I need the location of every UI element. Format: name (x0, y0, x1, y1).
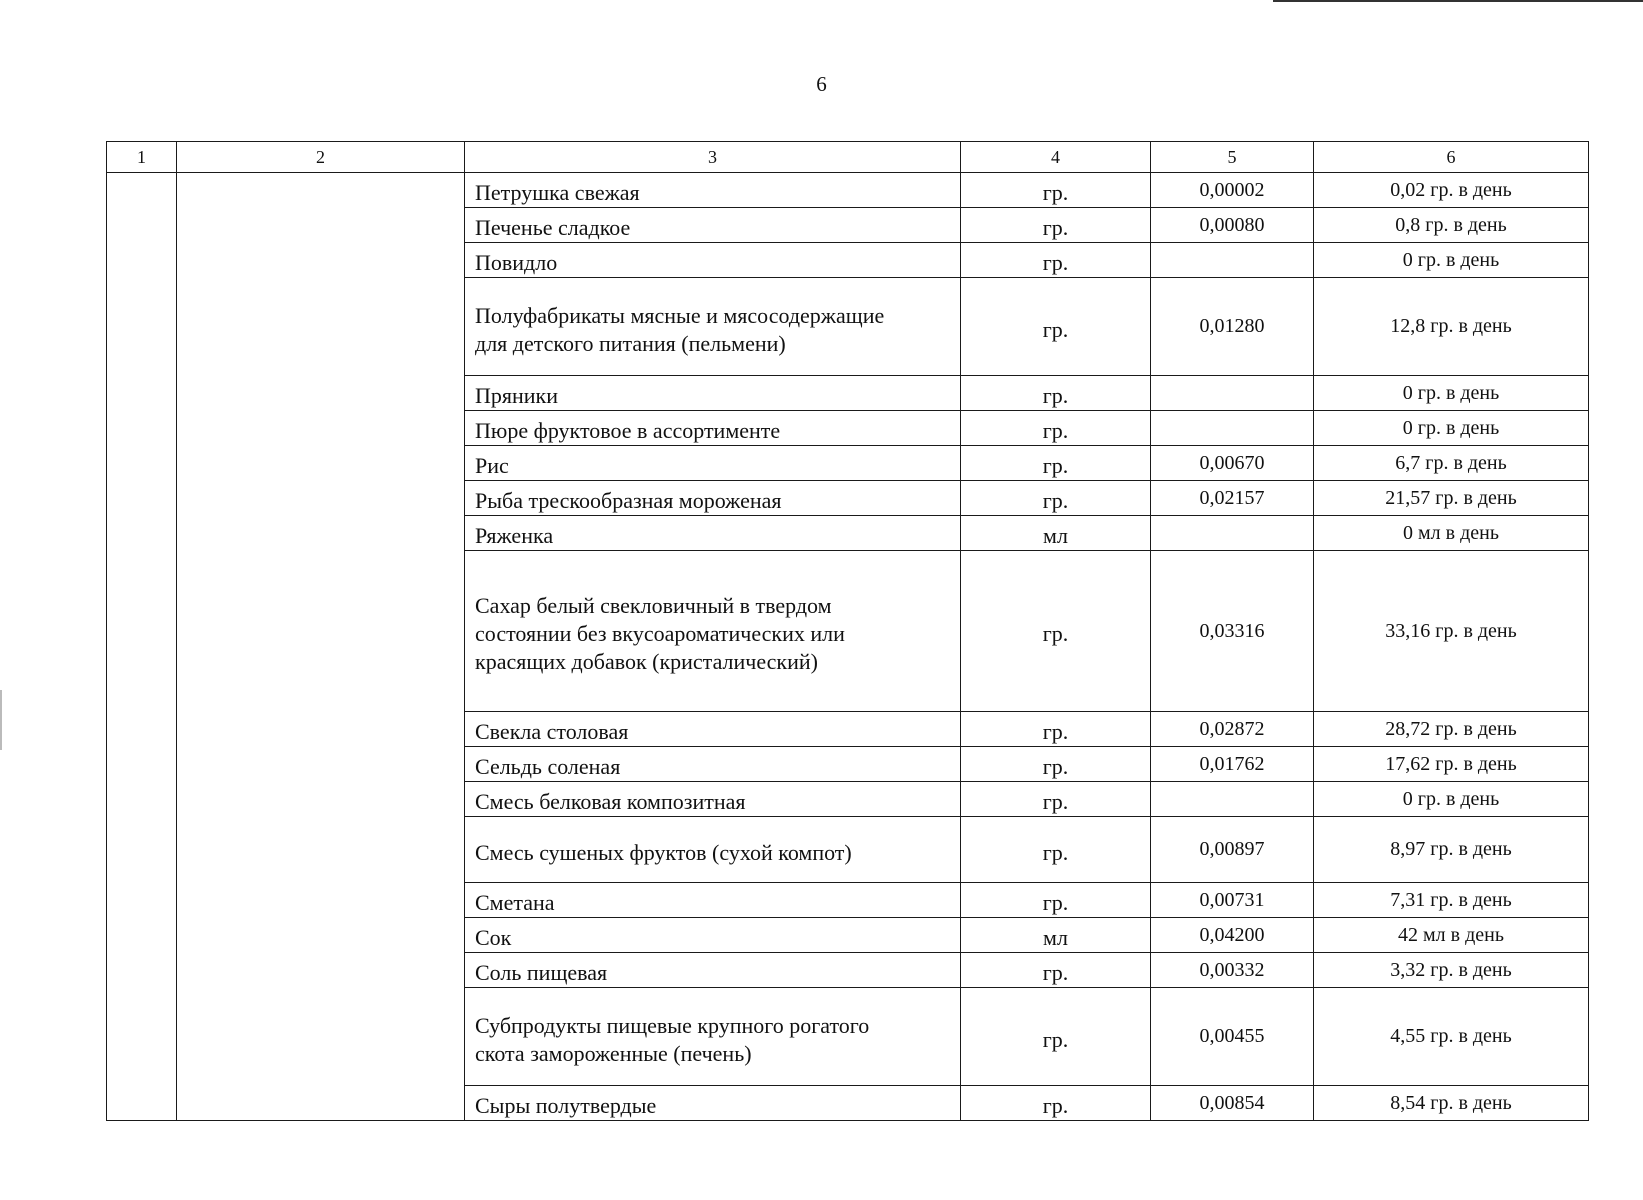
unit-cell: гр. (961, 243, 1151, 278)
unit-cell: гр. (961, 446, 1151, 481)
product-name-cell: Петрушка свежая (465, 173, 961, 208)
daily-norm-cell: 7,31 гр. в день (1314, 883, 1589, 918)
unit-cell: гр. (961, 278, 1151, 376)
daily-norm-cell: 33,16 гр. в день (1314, 551, 1589, 712)
coefficient-cell: 0,00080 (1151, 208, 1314, 243)
unit-cell: гр. (961, 817, 1151, 883)
daily-norm-cell: 0 гр. в день (1314, 782, 1589, 817)
product-name-cell: Субпродукты пищевые крупного рогатого скота замороженные (печень) (465, 988, 961, 1086)
header-cell-6: 6 (1314, 142, 1589, 173)
unit-cell: гр. (961, 1086, 1151, 1121)
unit-cell: гр. (961, 988, 1151, 1086)
unit-cell: гр. (961, 551, 1151, 712)
unit-cell: гр. (961, 883, 1151, 918)
unit-cell: гр. (961, 411, 1151, 446)
unit-cell: гр. (961, 747, 1151, 782)
scan-edge-mark (0, 690, 2, 750)
coefficient-cell: 0,00897 (1151, 817, 1314, 883)
daily-norm-cell: 17,62 гр. в день (1314, 747, 1589, 782)
daily-norm-cell: 28,72 гр. в день (1314, 712, 1589, 747)
daily-norm-cell: 0 гр. в день (1314, 243, 1589, 278)
product-name-cell: Полуфабрикаты мясные и мясосодержащие для детского питания (пельмени) (465, 278, 961, 376)
coefficient-cell (1151, 376, 1314, 411)
product-name-cell: Соль пищевая (465, 953, 961, 988)
coefficient-cell: 0,00670 (1151, 446, 1314, 481)
page-number: 6 (816, 72, 827, 96)
coefficient-cell: 0,04200 (1151, 918, 1314, 953)
unit-cell: гр. (961, 173, 1151, 208)
unit-cell: гр. (961, 376, 1151, 411)
coefficient-cell: 0,00854 (1151, 1086, 1314, 1121)
product-name-cell: Пюре фруктовое в ассортименте (465, 411, 961, 446)
daily-norm-cell: 8,54 гр. в день (1314, 1086, 1589, 1121)
product-name-cell: Печенье сладкое (465, 208, 961, 243)
daily-norm-cell: 0 гр. в день (1314, 411, 1589, 446)
daily-norm-cell: 0 гр. в день (1314, 376, 1589, 411)
header-cell-4: 4 (961, 142, 1151, 173)
daily-norm-cell: 6,7 гр. в день (1314, 446, 1589, 481)
coefficient-cell (1151, 243, 1314, 278)
unit-cell: гр. (961, 712, 1151, 747)
table-row (107, 173, 1589, 208)
unit-cell: мл (961, 918, 1151, 953)
product-name-cell: Сахар белый свекловичный в твердом состоянии без вкусоароматических или красящих добавок (кристалический) (465, 551, 961, 712)
daily-norm-cell: 21,57 гр. в день (1314, 481, 1589, 516)
header-cell-2: 2 (177, 142, 465, 173)
coefficient-cell: 0,01280 (1151, 278, 1314, 376)
coefficient-cell (1151, 411, 1314, 446)
daily-norm-cell: 0 мл в день (1314, 516, 1589, 551)
table-body (107, 142, 1589, 1121)
daily-norm-cell: 4,55 гр. в день (1314, 988, 1589, 1086)
blank-cell-col2 (177, 173, 465, 1121)
unit-cell: гр. (961, 481, 1151, 516)
ration-table (106, 141, 1589, 1121)
unit-cell: гр. (961, 208, 1151, 243)
product-name-cell: Рис (465, 446, 961, 481)
daily-norm-cell: 12,8 гр. в день (1314, 278, 1589, 376)
header-cell-1: 1 (107, 142, 177, 173)
product-name-cell: Сельдь соленая (465, 747, 961, 782)
daily-norm-cell: 0,02 гр. в день (1314, 173, 1589, 208)
product-name-cell: Свекла столовая (465, 712, 961, 747)
product-name-cell: Сок (465, 918, 961, 953)
unit-cell: мл (961, 516, 1151, 551)
daily-norm-cell: 8,97 гр. в день (1314, 817, 1589, 883)
blank-cell-col1 (107, 173, 177, 1121)
header-cell-5: 5 (1151, 142, 1314, 173)
product-name-cell: Рыба трескообразная мороженая (465, 481, 961, 516)
header-cell-3: 3 (465, 142, 961, 173)
product-name-cell: Сметана (465, 883, 961, 918)
table-header-row (107, 142, 1589, 173)
unit-cell: гр. (961, 953, 1151, 988)
coefficient-cell: 0,00002 (1151, 173, 1314, 208)
coefficient-cell: 0,03316 (1151, 551, 1314, 712)
coefficient-cell: 0,00455 (1151, 988, 1314, 1086)
daily-norm-cell: 0,8 гр. в день (1314, 208, 1589, 243)
top-edge-rule (1273, 0, 1643, 2)
coefficient-cell: 0,00731 (1151, 883, 1314, 918)
daily-norm-cell: 3,32 гр. в день (1314, 953, 1589, 988)
product-name-cell: Ряженка (465, 516, 961, 551)
coefficient-cell (1151, 782, 1314, 817)
coefficient-cell: 0,01762 (1151, 747, 1314, 782)
coefficient-cell: 0,02157 (1151, 481, 1314, 516)
product-name-cell: Смесь белковая композитная (465, 782, 961, 817)
product-name-cell: Повидло (465, 243, 961, 278)
daily-norm-cell: 42 мл в день (1314, 918, 1589, 953)
product-name-cell: Смесь сушеных фруктов (сухой компот) (465, 817, 961, 883)
unit-cell: гр. (961, 782, 1151, 817)
coefficient-cell (1151, 516, 1314, 551)
coefficient-cell: 0,02872 (1151, 712, 1314, 747)
coefficient-cell: 0,00332 (1151, 953, 1314, 988)
product-name-cell: Пряники (465, 376, 961, 411)
product-name-cell: Сыры полутвердые (465, 1086, 961, 1121)
